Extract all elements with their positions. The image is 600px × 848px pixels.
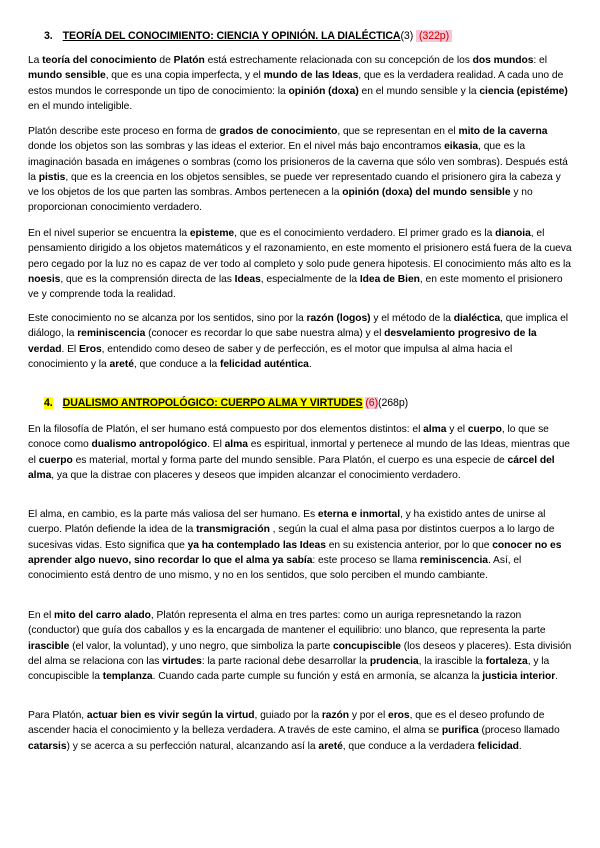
- paragraph-s4-2: El alma, en cambio, es la parte más valiosa del ser humano. Es eterna e inmortal, y ha existido antes de unirse al cuerpo. Platón defiende la idea de la transmigración , según la cual el alma pasa por distintos cuerpos a lo largo de sucesivas vidas. Esto significa que ya ha contemplado las Ideas en su existencia anterior, por lo que conocer no es aprender algo nuevo, sino recordar lo que el alma ya sabía: este proceso se llama reminiscencia. Así, el conocimiento está dentro de uno mismo, y no en los sentidos, que solo perciben el mundo cambiante.: [28, 509, 562, 582]
- section-3-heading: [44, 29, 452, 43]
- section-4-number: 4.: [44, 397, 53, 409]
- paragraph-s4-1: En la filosofía de Platón, el ser humano está compuesto por dos elementos distintos: el alma y el cuerpo, lo que se conoce como dualismo antropológico. El alma es espiritual, inmortal y pertenece al mundo de las Ideas, mientras que el cuerpo es material, mortal y forma parte del mundo sensible. Para Platón, el cuerpo es una especie de cárcel del alma, ya que la distrae con placeres y deseos que impiden alcanzar el conocimiento verdadero.: [28, 424, 570, 481]
- section-4-heading: [44, 396, 408, 410]
- paragraph-s3-4: Este conocimiento no se alcanza por los sentidos, sino por la razón (logos) y el método de la dialéctica, que implica el diálogo, la reminiscencia (conocer es recordar lo que sabe nuestra alma) y el desvelamiento progresivo de la verdad. El Eros, entendido como deseo de saber y de perfección, es el motor que impulsa al alma hacia el conocimiento y la areté, que conduce a la felicidad auténtica.: [28, 313, 569, 370]
- section-3-pages: (322p): [416, 30, 452, 42]
- paragraph-s4-3: En el mito del carro alado, Platón representa el alma en tres partes: como un auriga represnetando la razon (conductor) que guía dos caballos y es la encargada de mantener el equilibrio: uno blanco, que representa la parte irascible (el valor, la voluntad), y uno negro, que simboliza la parte concupiscible (los deseos y placeres). Esta división del alma se relaciona con las virtudes: la parte racional debe desarrollar la prudencia, la irascible la fortaleza, y la concupiscible la templanza. Cuando cada parte cumple su función y está en armonía, se alcanza la justicia interior.: [28, 610, 572, 683]
- section-3-count: (3): [400, 30, 414, 42]
- section-4-count: (6): [365, 397, 379, 409]
- paragraph-s3-1: La teoría del conocimiento de Platón está estrechamente relacionada con su concepción de los dos mundos: el mundo sensible, que es una copia imperfecta, y el mundo de las Ideas, que es la verdadera realidad. A cada uno de estos mundos le corresponde un tipo de conocimiento: la opinión (doxa) en el mundo sensible y la ciencia (epistéme) en el mundo inteligible.: [28, 55, 568, 112]
- paragraph-s4-4: Para Platón, actuar bien es vivir según la virtud, guiado por la razón y por el eros, que es el deseo profundo de ascender hacia el conocimiento y la belleza verdadera. A través de este camino, el alma se purifica (proceso llamado catarsis) y se acerca a su perfección natural, alcanzando así la areté, que conduce a la verdadera felicidad.: [28, 710, 560, 752]
- section-4-title: DUALISMO ANTROPOLÓGICO: CUERPO ALMA Y VIRTUDES: [62, 397, 363, 409]
- paragraph-s3-3: En el nivel superior se encuentra la episteme, que es el conocimiento verdadero. El primer grado es la dianoia, el pensamiento dirigido a los objetos matemáticos y el razonamiento, en este momento el prisionero está fuera de la cueva pero cegado por la luz no es capaz de ver todo al completo y solo pude genera hipotesis. El conocimiento más alto es la noesis, que es la comprensión directa de las Ideas, especialmente de la Idea de Bien, en este momento el prisionero ve y comprende toda la realidad.: [28, 228, 572, 301]
- section-3-number: 3.: [44, 30, 53, 42]
- section-4-pages: (268p): [378, 397, 409, 409]
- paragraph-s3-2: Platón describe este proceso en forma de grados de conocimiento, que se representan en el mito de la caverna donde los objetos son las sombras y las ideas el exterior. En el nivel más bajo encontramos eikasia, que es la imaginación basada en imágenes o sombras (como los prisioneros de la caverna que sólo ven sombras). Después está la pistis, que es la creencia en los objetos sensibles, se puede ver representado cuando el prisionero gira la cabeza y ve los objetos de los que parten las sombras. Ambos pertenecen a la opinión (doxa) del mundo sensible y no proporcionan conocimiento verdadero.: [28, 126, 568, 214]
- section-3-title: TEORÍA DEL CONOCIMIENTO: CIENCIA Y OPINIÓN. LA DIALÉCTICA: [62, 30, 401, 42]
